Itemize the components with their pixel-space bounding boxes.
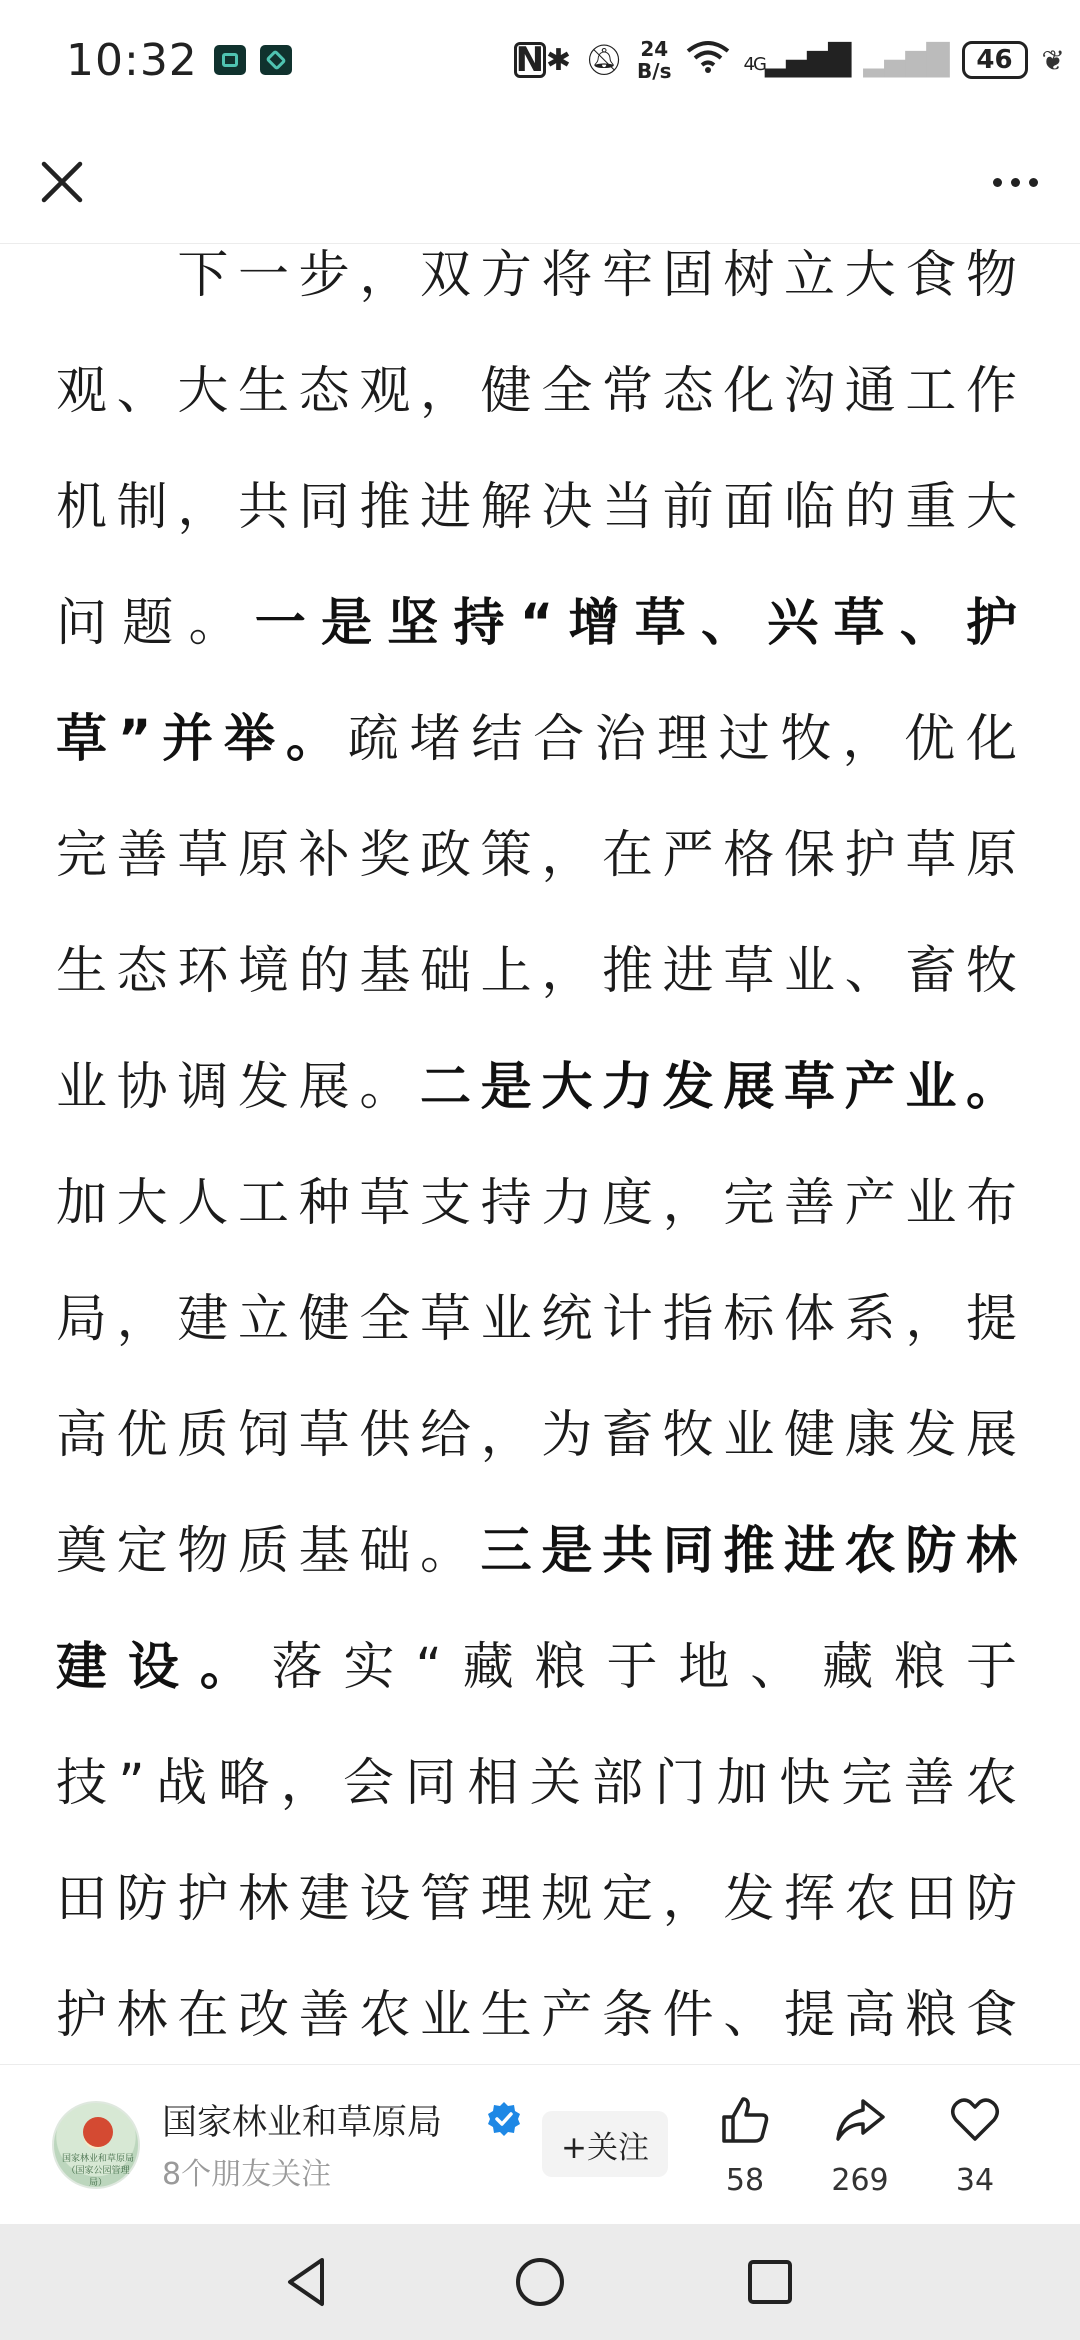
status-right <box>546 38 1065 82</box>
heart-icon <box>948 2093 1002 2147</box>
battery-icon: 46 <box>962 41 1028 79</box>
status-time: 10:32 <box>66 34 198 86</box>
home-icon[interactable] <box>510 2252 570 2312</box>
share-arrow-icon <box>833 2093 887 2147</box>
net-speed: 24 B/s <box>637 37 672 83</box>
share-count: 269 <box>831 2163 889 2198</box>
article-paragraph <box>56 244 1026 2064</box>
paragraph-text: 疏堵结合治理过牧，优化完善草原补奖政策，在严格保护草原生态环境的基础上，推进草业、畜牧业协调发展。 <box>56 710 1026 1117</box>
nfc-icon: N <box>515 40 545 80</box>
more-button[interactable] <box>980 150 1050 214</box>
mute-icon: 🔕︎ <box>584 42 624 78</box>
follow-button[interactable]: +关注 <box>542 2111 668 2177</box>
app-notification-icon <box>214 45 246 75</box>
like-button[interactable] <box>700 2093 790 2198</box>
paragraph-text: 下一步，双方将牢固树立大食物观、大生态观，健全常态化沟通工作机制，共同推进解决当前面临的重大问题。 <box>56 246 1026 653</box>
power-saving-icon: ❦ <box>1041 43 1065 77</box>
cell-signal-off-icon: ▂▄▆█ <box>863 42 948 78</box>
paragraph-text: 落实“藏粮于地、藏粮于技”战略，会同相关部门加快完善农田防护林建设管理规定，发挥农田防护林在改善农业生产条件、提高粮食 <box>56 1638 1026 2045</box>
article-body <box>56 244 1026 2064</box>
account-name[interactable]: 国家林业和草原局 <box>162 2103 443 2143</box>
favorite-button[interactable] <box>930 2093 1020 2198</box>
status-bar <box>0 0 1080 120</box>
top-bar <box>0 120 1080 244</box>
account-avatar[interactable] <box>52 2101 140 2189</box>
bold-heading: 二是大力发展草产业。 <box>420 1058 1026 1117</box>
more-icon <box>993 178 1038 187</box>
close-icon <box>30 150 94 214</box>
system-navigation-bar <box>0 2224 1080 2340</box>
verified-icon <box>486 2101 522 2137</box>
notification-icons <box>214 45 292 75</box>
favorite-count: 34 <box>955 2163 995 2198</box>
bold-heading: 一是坚持“增草、兴草、护草”并举。 <box>56 594 1026 769</box>
paragraph-text: 加大人工种草支持力度，完善产业布局，建立健全草业统计指标体系，提高优质饲草供给，为畜牧业健康发展奠定物质基础。 <box>56 1174 1026 1581</box>
recent-apps-icon[interactable] <box>740 2252 800 2312</box>
cell-signal-icon: 4G▂▄▆█ <box>743 42 850 78</box>
app-notification-icon <box>260 45 292 75</box>
emblem-icon <box>83 2117 113 2147</box>
wifi-icon <box>686 39 730 81</box>
avatar-label: 国家林业和草原局（国家公园管理局） <box>61 2154 134 2188</box>
bold-heading: 三是共同推进农防林建设。 <box>56 1522 1026 1697</box>
thumbs-up-icon <box>718 2093 772 2147</box>
close-button[interactable] <box>30 150 94 214</box>
bottom-action-bar <box>0 2064 1080 2224</box>
friends-following-count: 8个朋友关注 <box>162 2157 332 2192</box>
like-count: 58 <box>725 2163 765 2198</box>
back-icon[interactable] <box>278 2252 338 2312</box>
share-button[interactable] <box>815 2093 905 2198</box>
bluetooth-icon: ✱ <box>545 42 571 78</box>
